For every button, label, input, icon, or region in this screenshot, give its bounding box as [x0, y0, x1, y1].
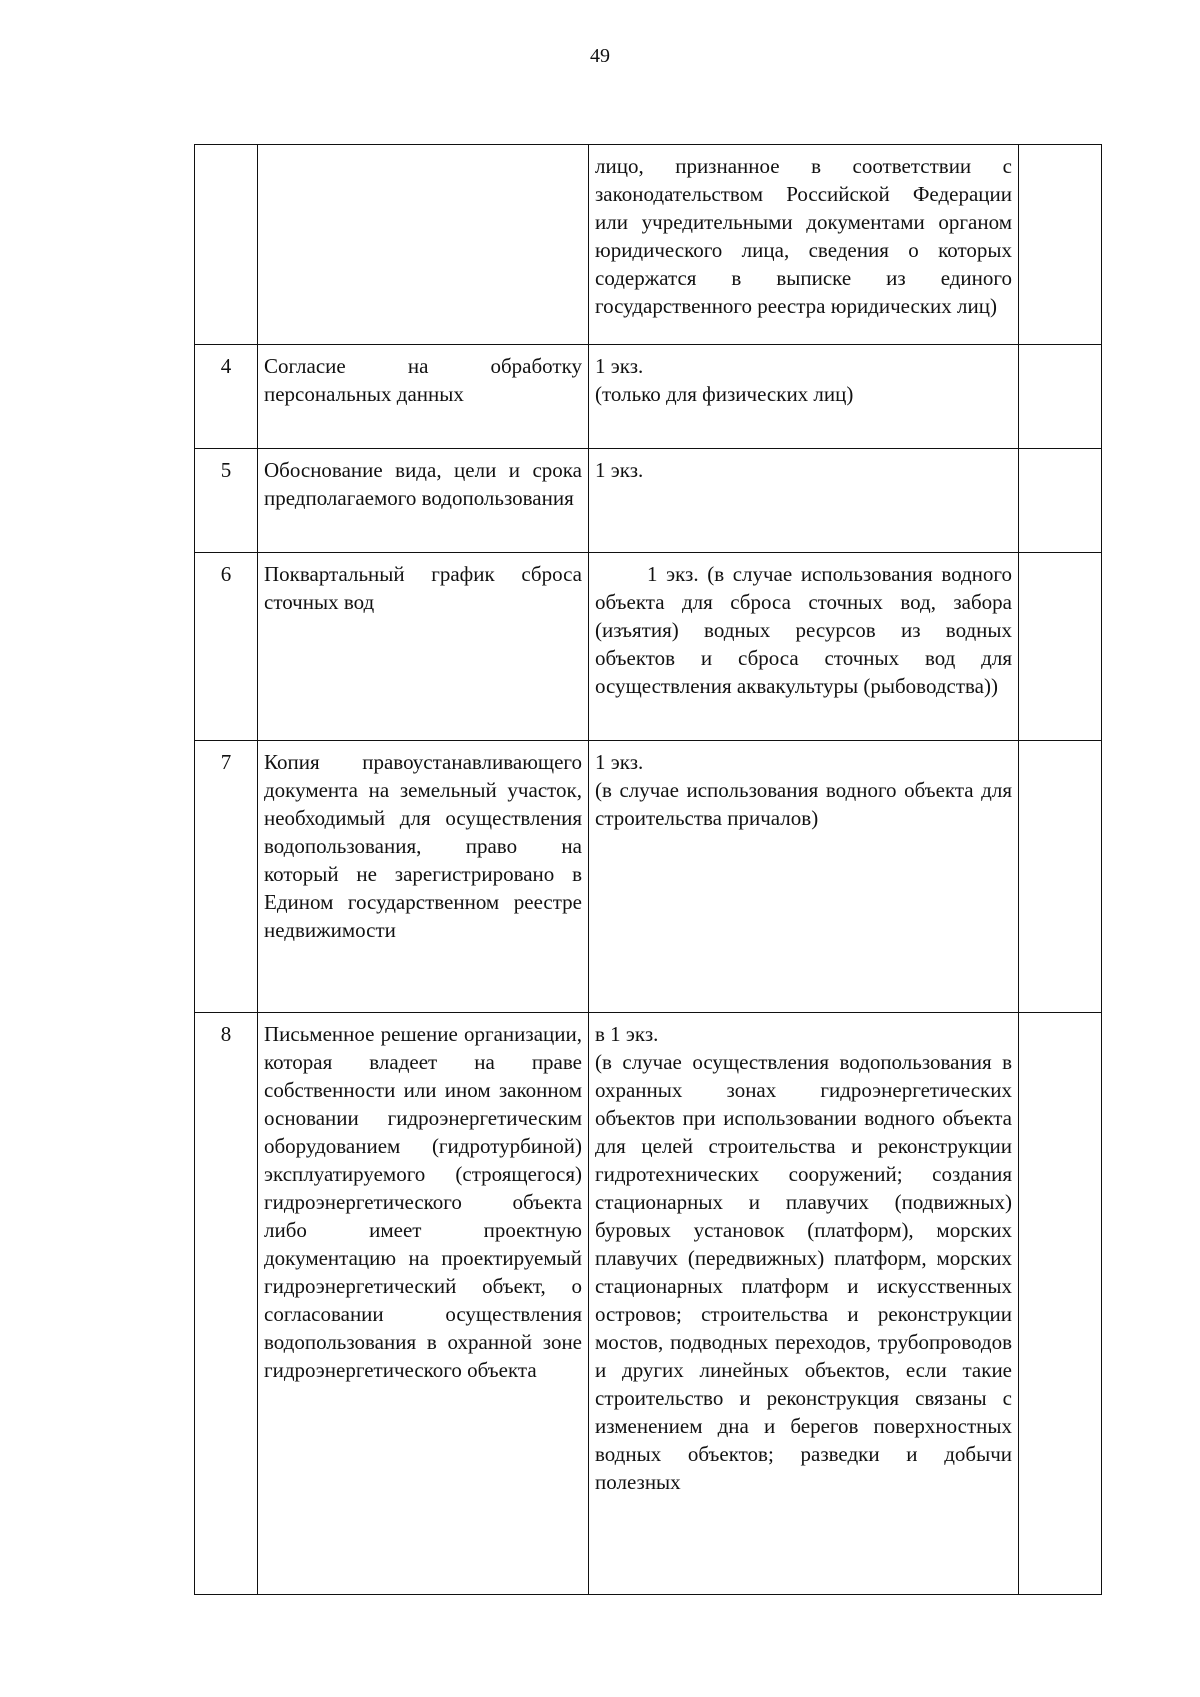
table-row: [195, 145, 1102, 345]
row-number-cell: 4: [195, 345, 258, 449]
table-row: [195, 345, 1102, 449]
document-name-cell: Обоснование вида, цели и срока предполагаемого водопользования: [258, 449, 589, 553]
documents-table: [194, 144, 1102, 1595]
table-row: [195, 553, 1102, 741]
page-number: 49: [590, 45, 610, 67]
quantity-text: 1 экз. (в случае использования водного объекта для сброса сточных вод, забора (изъятия) водных ресурсов из водных объектов и сброса сточных вод для осуществления аквакультуры (рыбоводства)): [595, 562, 1012, 698]
quantity-text: 1 экз.: [595, 354, 644, 378]
row-number-cell: 5: [195, 449, 258, 553]
note-cell: [1019, 449, 1102, 553]
quantity-cell: [589, 1013, 1019, 1595]
document-name-cell: Поквартальный график сброса сточных вод: [258, 553, 589, 741]
table-row: [195, 449, 1102, 553]
note-cell: [1019, 553, 1102, 741]
row-number-cell: [195, 145, 258, 345]
row-number-cell: 8: [195, 1013, 258, 1595]
note-cell: [1019, 345, 1102, 449]
document-name-cell: [258, 145, 589, 345]
quantity-condition-text: (только для физических лиц): [595, 382, 854, 406]
row-number-cell: 7: [195, 741, 258, 1013]
quantity-cell: [589, 449, 1019, 553]
row-number-cell: 6: [195, 553, 258, 741]
quantity-text: 1 экз.: [595, 750, 644, 774]
quantity-cell: [589, 145, 1019, 345]
quantity-text: лицо, признанное в соответствии с законодательством Российской Федерации или учредительными документами органом юридического лица, сведения о которых содержатся в выписке из единого государственного реестра юридических лиц): [595, 154, 1012, 318]
quantity-cell: [589, 553, 1019, 741]
quantity-cell: [589, 741, 1019, 1013]
quantity-condition-text: (в случае осуществления водопользования в охранных зонах гидроэнергетических объектов при использовании водного объекта для целей строительства и реконструкции гидротехнических сооружений; создания стационарных и плавучих (подвижных) буровых установок (платформ), морских плавучих (передвижных) платформ, морских стационарных платформ и искусственных островов; строительства и реконструкции мостов, подводных переходов, трубопроводов и других линейных объектов, если такие строительство и реконструкция связаны с изменением дна и берегов поверхностных водных объектов; разведки и добычи полезных: [595, 1050, 1012, 1494]
document-name-cell: Согласие на обработку персональных данных: [258, 345, 589, 449]
note-cell: [1019, 145, 1102, 345]
document-name-cell: Письменное решение организации, которая владеет на праве собственности или ином законном основании гидроэнергетическим оборудованием (гидротурбиной) эксплуатируемого (строящегося) гидроэнергетического объекта либо имеет проектную документацию на проектируемый гидроэнергетический объект, о согласовании осуществления водопользования в охранной зоне гидроэнергетического объекта: [258, 1013, 589, 1595]
note-cell: [1019, 1013, 1102, 1595]
quantity-condition-text: (в случае использования водного объекта для строительства причалов): [595, 778, 1012, 830]
table-row: [195, 1013, 1102, 1595]
quantity-text: 1 экз.: [595, 458, 644, 482]
note-cell: [1019, 741, 1102, 1013]
quantity-cell: [589, 345, 1019, 449]
table-row: [195, 741, 1102, 1013]
document-name-cell: Копия правоустанавливающего документа на земельный участок, необходимый для осуществления водопользования, право на который не зарегистрировано в Едином государственном реестре недвижимости: [258, 741, 589, 1013]
quantity-text: в 1 экз.: [595, 1022, 659, 1046]
